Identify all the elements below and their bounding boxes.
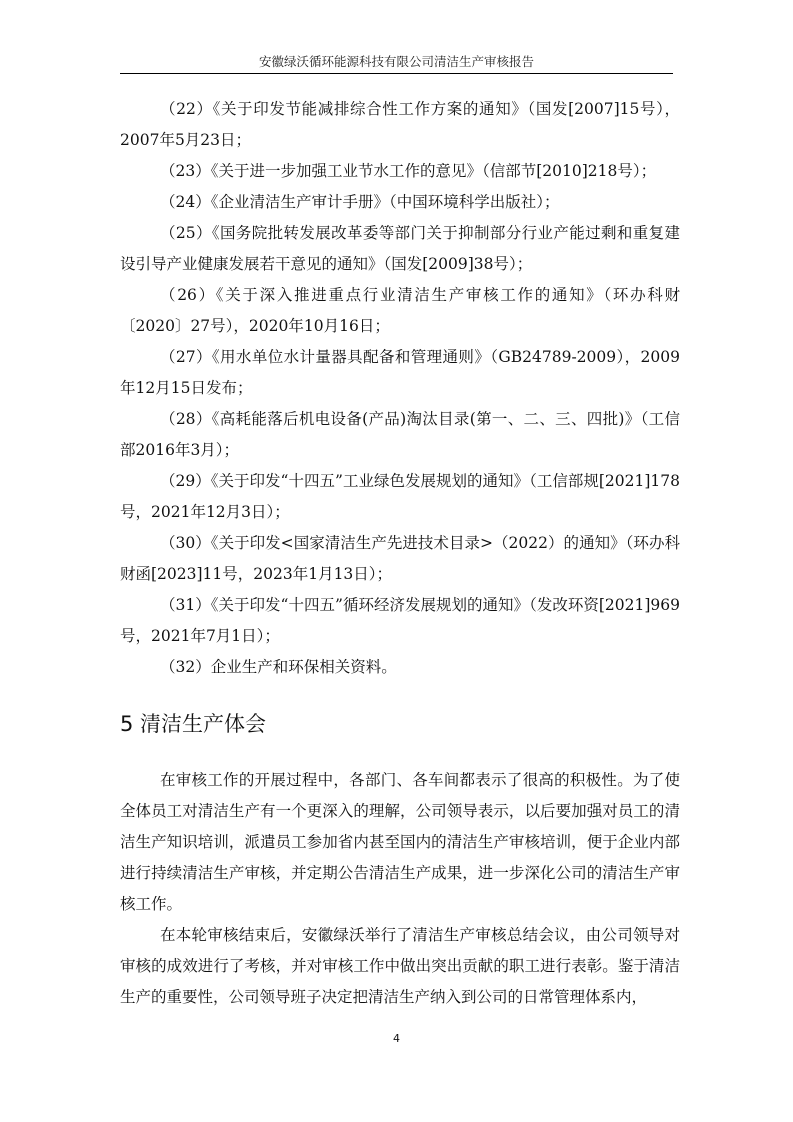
section-heading: 5 清洁生产体会 <box>120 712 267 736</box>
reference-item: （24）《企业清洁生产审计手册》（中国环境科学出版社）； <box>160 193 560 211</box>
header-divider <box>120 73 673 74</box>
reference-item: （27）《用水单位水计量器具配备和管理通则》（GB24789-2009），2009年12月15日发布； <box>120 348 680 397</box>
section-body <box>120 765 680 1013</box>
reference-item: （23）《关于进一步加强工业节水工作的意见》（信部节[2010]218号）； <box>160 162 657 180</box>
reference-item: （28）《高耗能落后机电设备(产品)淘汰目录(第一、二、三、四批)》（工信部2016年3月）； <box>120 410 680 459</box>
reference-item: （25）《国务院批转发展改革委等部门关于抑制部分行业产能过剩和重复建设引导产业健康发展若干意见的通知》（国发[2009]38号）； <box>120 224 680 273</box>
body-paragraph: 在本轮审核结束后，安徽绿沃举行了清洁生产审核总结会议，由公司领导对审核的成效进行了考核，并对审核工作中做出突出贡献的职工进行表彰。鉴于清洁生产的重要性，公司领导班子决定把清洁生产纳入到公司的日常管理体系内， <box>120 926 680 1006</box>
reference-item: （30）《关于印发<国家清洁生产先进技术目录>（2022）的通知》（环办科财函[2023]11号，2023年1月13日）； <box>120 534 680 583</box>
body-paragraph: 在审核工作的开展过程中，各部门、各车间都表示了很高的积极性。为了使全体员工对清洁生产有一个更深入的理解，公司领导表示，以后要加强对员工的清洁生产知识培训，派遣员工参加省内甚至国内的清洁生产审核培训，便于企业内部进行持续清洁生产审核，并定期公告清洁生产成果，进一步深化公司的清洁生产审核工作。 <box>120 771 680 913</box>
reference-item: （31）《关于印发“十四五”循环经济发展规划的通知》（发改环资[2021]969号，2021年7月1日）； <box>120 596 680 645</box>
reference-item: （29）《关于印发“十四五”工业绿色发展规划的通知》（工信部规[2021]178号，2021年12月3日）； <box>120 472 680 521</box>
reference-item: （32）企业生产和环保相关资料。 <box>160 658 397 676</box>
reference-list <box>120 94 680 683</box>
page-header: 安徽绿沃循环能源科技有限公司清洁生产审核报告 <box>258 54 534 69</box>
reference-item: （22）《关于印发节能减排综合性工作方案的通知》（国发[2007]15号），2007年5月23日； <box>120 100 680 149</box>
page-number: 4 <box>393 1032 400 1045</box>
reference-item: （26）《关于深入推进重点行业清洁生产审核工作的通知》（环办科财〔2020〕27号），2020年10月16日； <box>120 286 680 335</box>
